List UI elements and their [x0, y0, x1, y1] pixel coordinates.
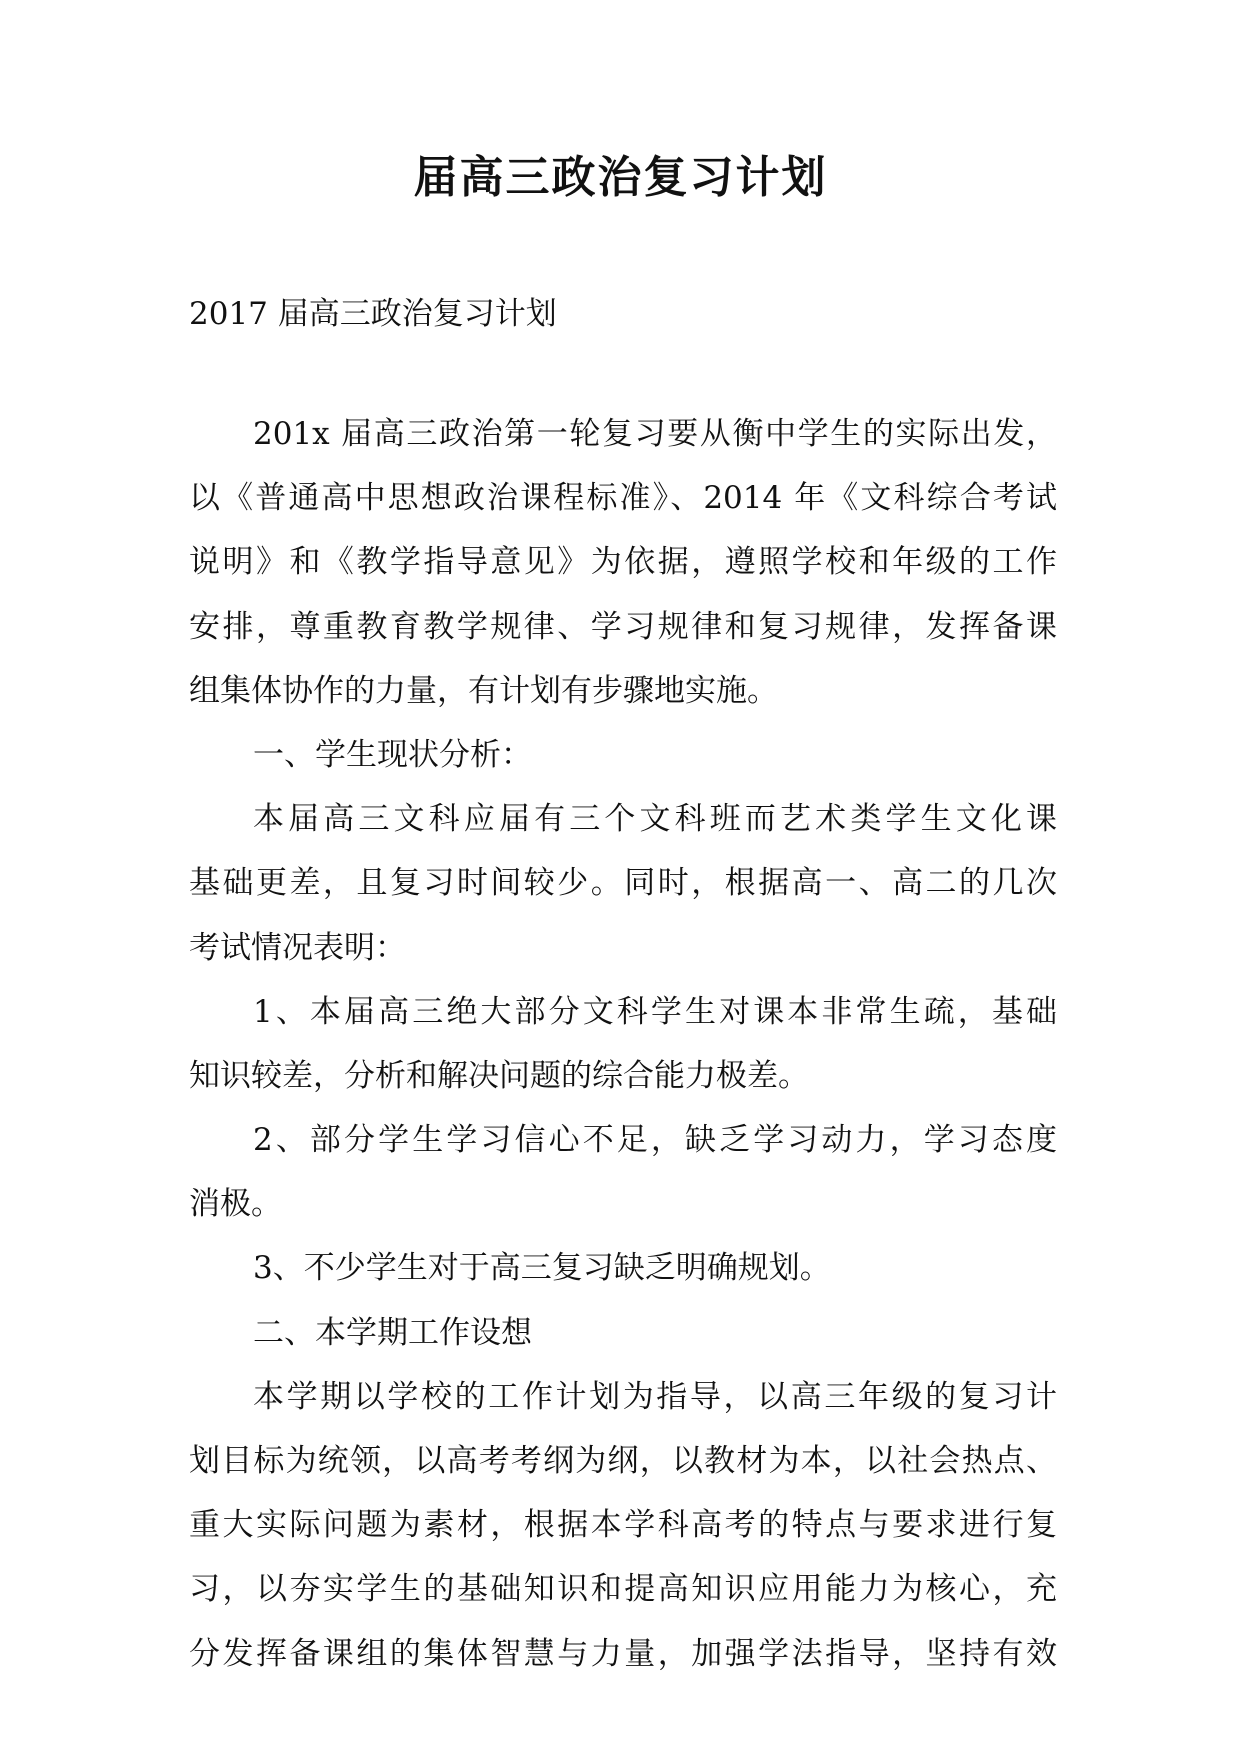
body-line: 二、本学期工作设想: [253, 1314, 532, 1351]
body-line: 消极。: [189, 1186, 282, 1223]
body-line: 3、不少学生对于高三复习缺乏明确规划。: [253, 1250, 831, 1287]
body-line: 安排，尊重教育教学规律、学习规律和复习规律，发挥备课: [189, 608, 1057, 645]
body-line: 201x 届高三政治第一轮复习要从衡中学生的实际出发，: [253, 416, 1057, 452]
document-subtitle: 2017 届高三政治复习计划: [189, 296, 557, 332]
body-line: 一、学生现状分析：: [253, 736, 532, 773]
body-line: 1、本届高三绝大部分文科学生对课本非常生疏，基础: [253, 993, 1057, 1030]
document-body: [189, 409, 1057, 1693]
document-title: 届高三政治复习计划: [413, 152, 828, 203]
body-line: 知识较差，分析和解决问题的综合能力极差。: [189, 1057, 809, 1094]
body-line: 本学期以学校的工作计划为指导，以高三年级的复习计: [253, 1378, 1057, 1415]
body-line: 重大实际问题为素材，根据本学科高考的特点与要求进行复: [189, 1507, 1057, 1544]
body-line: 划目标为统领，以高考考纲为纲，以教材为本，以社会热点、: [189, 1443, 1057, 1479]
body-line: 说明》和《教学指导意见》为依据，遵照学校和年级的工作: [189, 544, 1057, 581]
body-line: 以《普通高中思想政治课程标准》、2014 年《文科综合考试: [189, 480, 1057, 517]
body-line: 分发挥备课组的集体智慧与力量，加强学法指导，坚持有效: [189, 1635, 1057, 1672]
body-line: 组集体协作的力量，有计划有步骤地实施。: [189, 672, 778, 709]
body-line: 2、部分学生学习信心不足，缺乏学习动力，学习态度: [253, 1122, 1057, 1159]
body-line: 本届高三文科应届有三个文科班而艺术类学生文化课: [253, 801, 1057, 838]
body-line: 基础更差，且复习时间较少。同时，根据高一、高二的几次: [189, 865, 1057, 902]
body-line: 习，以夯实学生的基础知识和提高知识应用能力为核心，充: [189, 1571, 1057, 1608]
body-line: 考试情况表明：: [189, 929, 406, 966]
